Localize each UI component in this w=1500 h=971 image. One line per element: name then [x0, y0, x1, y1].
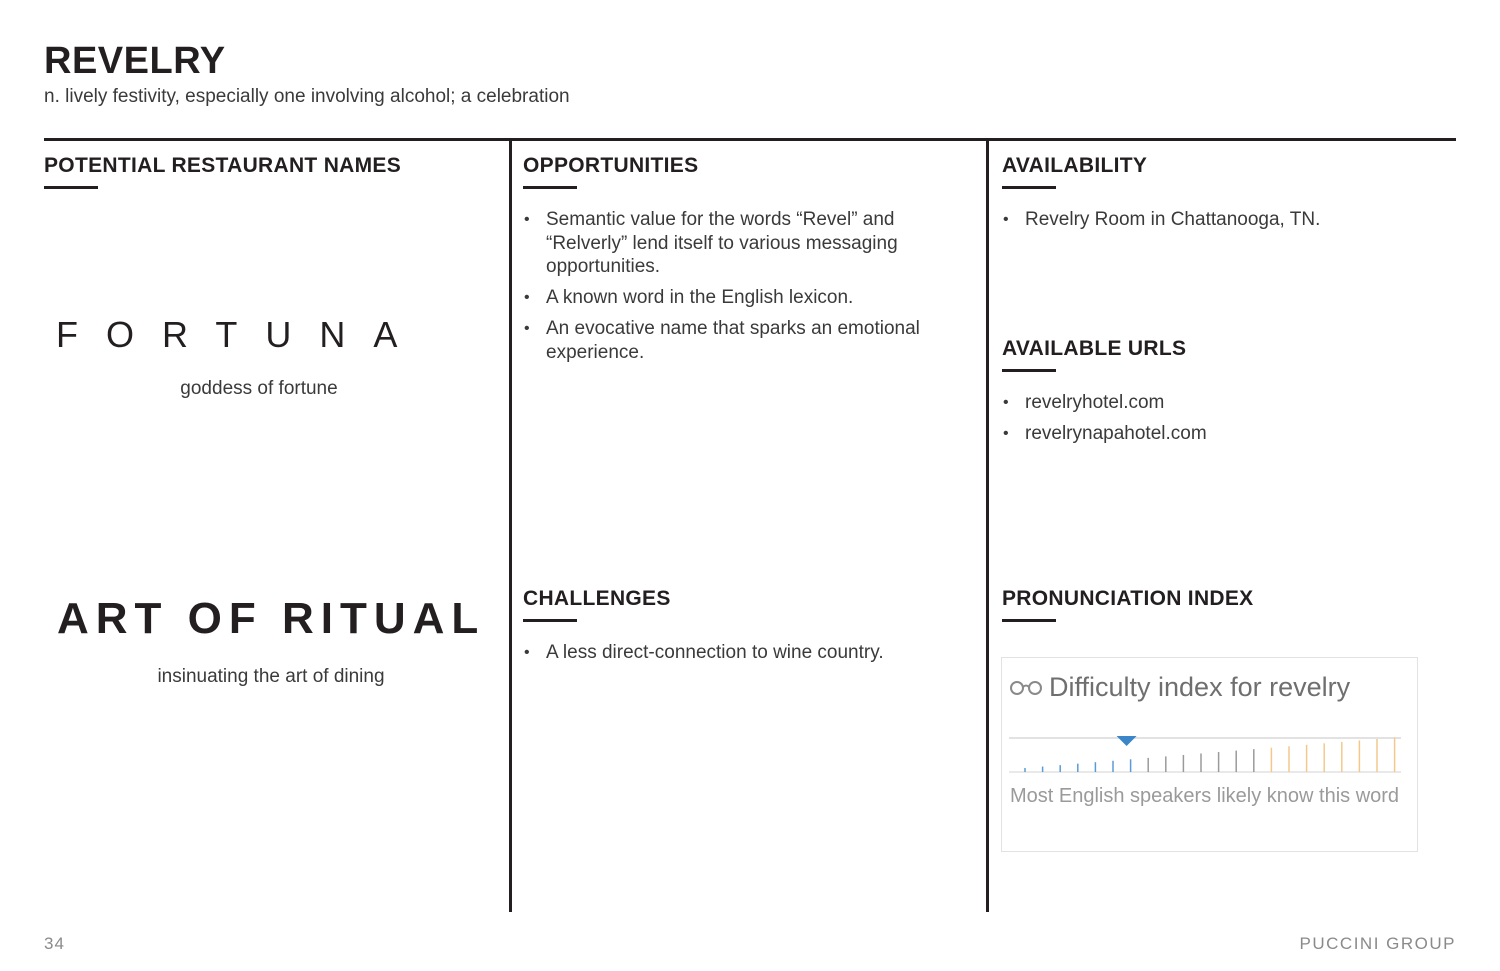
challenges-heading-underline: [523, 619, 577, 622]
difficulty-scale: [1009, 730, 1403, 776]
list-item: • Semantic value for the words “Revel” and “Relverly” lend itself to various messaging opportunities.: [524, 208, 974, 279]
names-heading: POTENTIAL RESTAURANT NAMES: [44, 154, 402, 177]
difficulty-widget-title: Difficulty index for revelry: [1049, 672, 1351, 702]
availability-heading-underline: [1002, 186, 1056, 189]
glasses-icon: [1009, 679, 1043, 697]
challenges-heading: CHALLENGES: [523, 587, 671, 610]
name-option-fortuna: FORTUNA: [56, 314, 426, 355]
name-option-art-of-ritual: ART OF RITUAL: [57, 594, 486, 643]
column-divider-left: [509, 140, 512, 912]
challenges-list: [524, 641, 974, 672]
availability-list: [1003, 208, 1453, 239]
list-item: • Revelry Room in Chattanooga, TN.: [1003, 208, 1453, 232]
opportunities-heading: OPPORTUNITIES: [523, 154, 699, 177]
availability-heading: AVAILABILITY: [1002, 154, 1148, 177]
opportunities-heading-underline: [523, 186, 577, 189]
url-item[interactable]: • revelrynapahotel.com: [1003, 422, 1453, 446]
urls-list: [1003, 391, 1453, 453]
opportunities-list: [524, 208, 974, 372]
pronunciation-heading: PRONUNCIATION INDEX: [1002, 587, 1254, 610]
page-title: REVELRY: [44, 40, 226, 82]
name-option-art-of-ritual-tagline: insinuating the art of dining: [157, 666, 385, 687]
urls-heading: AVAILABLE URLS: [1002, 337, 1187, 360]
difficulty-marker: [1117, 736, 1137, 746]
urls-heading-underline: [1002, 369, 1056, 372]
names-heading-underline: [44, 186, 98, 189]
difficulty-description: Most English speakers likely know this word: [1010, 785, 1400, 807]
name-option-fortuna-tagline: goddess of fortune: [180, 378, 338, 399]
brand-name: PUCCINI GROUP: [1299, 934, 1456, 953]
top-divider: [44, 138, 1456, 141]
pronunciation-heading-underline: [1002, 619, 1056, 622]
list-item: • An evocative name that sparks an emotional experience.: [524, 317, 974, 364]
word-definition: n. lively festivity, especially one involving alcohol; a celebration: [44, 86, 570, 107]
list-item: • A known word in the English lexicon.: [524, 286, 974, 310]
url-item[interactable]: • revelryhotel.com: [1003, 391, 1453, 415]
list-item: • A less direct-connection to wine country.: [524, 641, 974, 665]
page-number: 34: [44, 934, 65, 953]
column-divider-right: [986, 140, 989, 912]
